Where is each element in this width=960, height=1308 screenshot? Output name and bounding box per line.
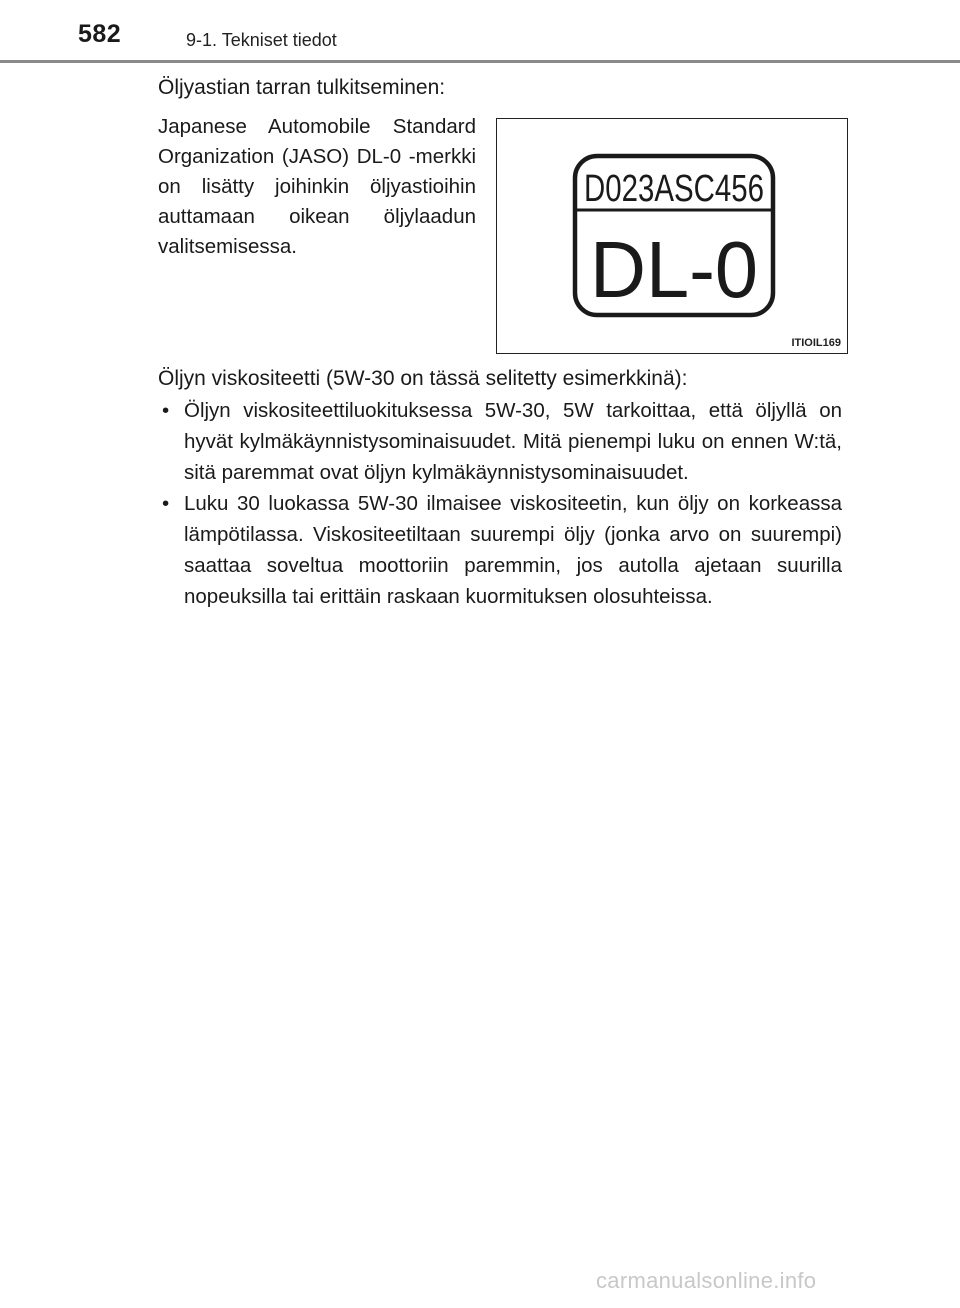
jaso-label-illustration: [497, 119, 847, 353]
watermark: carmanualsonline.info: [596, 1268, 817, 1293]
jaso-label-figure: [496, 118, 848, 354]
figure-id: ITIOIL169: [791, 337, 841, 349]
header-divider: [0, 60, 960, 63]
jaso-intro-paragraph: Japanese Automobile Standard Organization (JASO) DL-0 -merkki on lisätty joihinkin öljyastioihin auttamaan oikean öljylaadun valitsemisessa.: [158, 115, 476, 258]
list-item: [158, 395, 842, 488]
page-header: [0, 0, 960, 62]
section-title: 9-1. Tekniset tiedot: [186, 30, 337, 50]
page-number: 582: [78, 20, 122, 48]
viscosity-heading: Öljyn viskositeetti (5W-30 on tässä selitetty esimerkkinä):: [158, 367, 688, 390]
label-heading: Öljyastian tarran tulkitseminen:: [158, 76, 446, 99]
bullet-marker: •: [162, 492, 170, 515]
list-item: [158, 488, 842, 612]
bullet-text: Öljyn viskositeettiluokituksessa 5W-30, 5W tarkoittaa, että öljyllä on hyvät kylmäkäynnistysominaisuudet. Mitä pienempi luku on ennen W:tä, sitä paremmat ovat öljyn kylmäkäynnistysominaisuudet.: [184, 399, 842, 484]
label-grade-text: DL-0: [590, 225, 758, 314]
bullet-marker: •: [162, 399, 170, 422]
label-code-text: D023ASC456: [584, 168, 764, 210]
bullet-text: Luku 30 luokassa 5W-30 ilmaisee viskositeetin, kun öljy on korkeassa lämpötilassa. Viskositeetiltaan suurempi öljy (jonka arvo on suurempi) saattaa soveltua moottoriin paremmin, jos autolla ajetaan suurilla nopeuksilla tai erittäin raskaan kuormituksen olosuhteissa.: [184, 492, 842, 608]
viscosity-bullet-list: [158, 395, 842, 612]
